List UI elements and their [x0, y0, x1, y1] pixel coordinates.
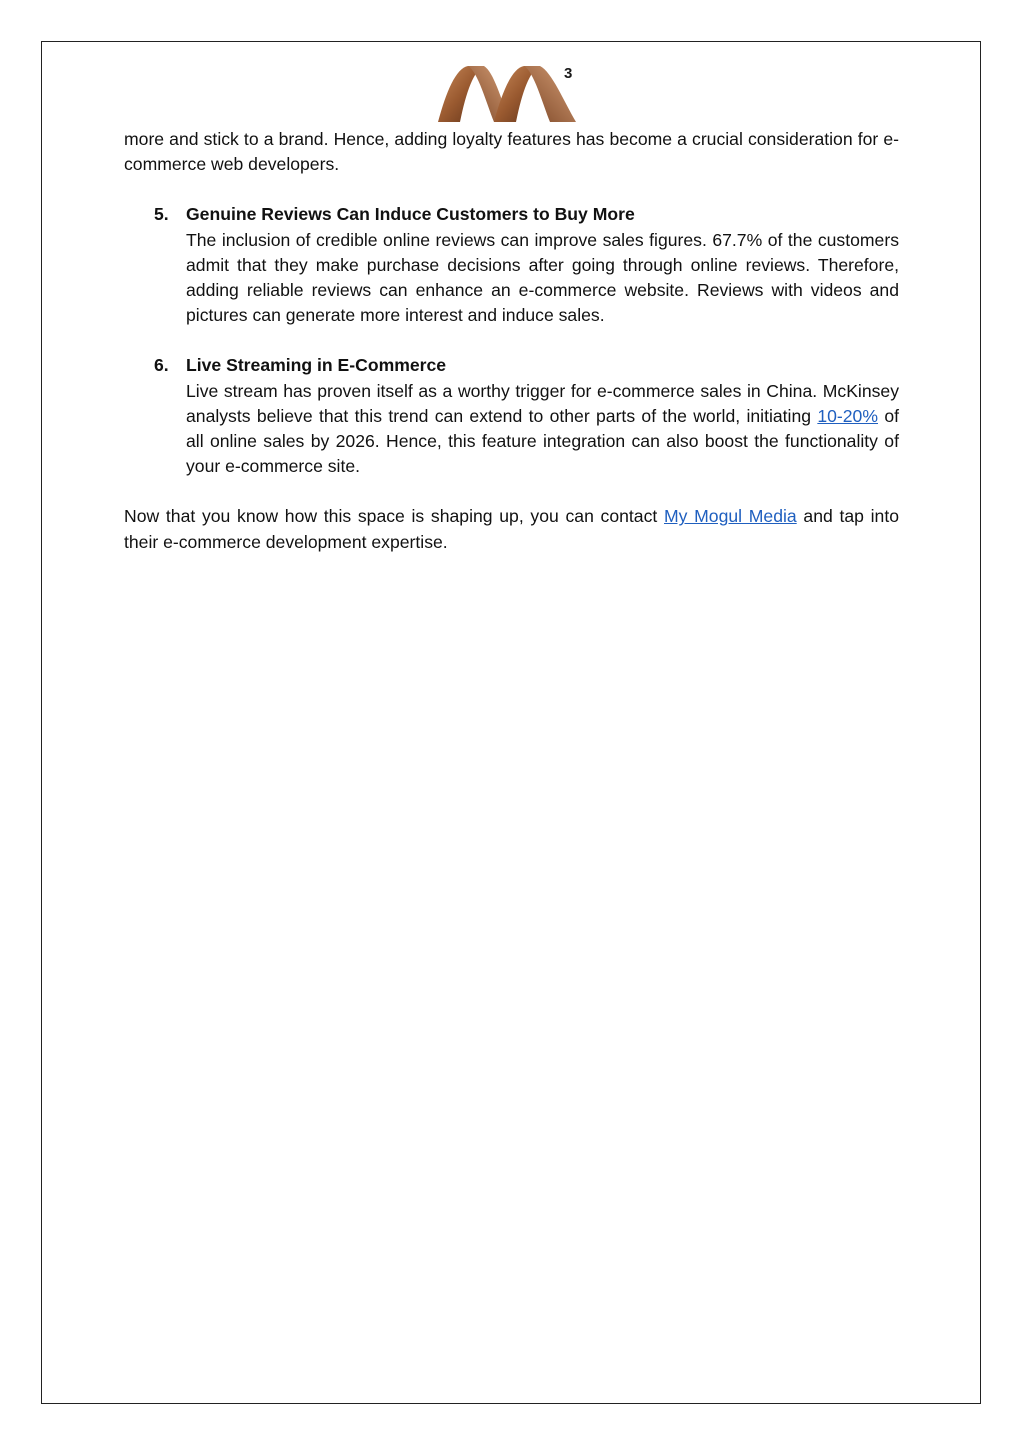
list-item-5 — [154, 202, 899, 328]
list-heading: Live Streaming in E-Commerce — [186, 355, 447, 376]
intro-continuation: more and stick to a brand. Hence, adding loyalty features has become a crucial consideration for e-commerce web developers. — [124, 129, 899, 175]
my-mogul-media-link[interactable]: My Mogul Media — [664, 506, 797, 527]
document-body — [124, 127, 899, 555]
body-text: Live stream has proven itself as a worthy trigger for e-commerce sales in China. McKinsey analysts believe that this trend can extend to other parts of the world, initiating — [186, 380, 899, 426]
body-text: of all online sales by 2026. Hence, this feature integration can also boost the functionality of your e-commerce site. — [186, 405, 899, 477]
list-body — [186, 379, 899, 480]
logo-superscript: 3 — [564, 65, 573, 82]
list-number: 6. — [154, 355, 169, 376]
closing-paragraph — [124, 504, 899, 554]
closing-text: Now that you know how this space is shaping up, you can contact — [124, 506, 664, 527]
company-logo — [436, 62, 582, 126]
m3-logo-icon — [436, 62, 582, 126]
statistic-link[interactable]: 10-20% — [817, 405, 878, 426]
list-body: The inclusion of credible online reviews can improve sales figures. 67.7% of the customers admit that they make purchase decisions after going through online reviews. Therefore, adding reliable reviews can enhance an e-commerce website. Reviews with videos and pictures can generate more interest and induce sales. — [186, 229, 899, 326]
list-item-6 — [154, 353, 899, 479]
closing-text: and tap into their e-commerce development expertise. — [124, 506, 899, 552]
list-heading: Genuine Reviews Can Induce Customers to Buy More — [186, 204, 635, 225]
list-number: 5. — [154, 204, 169, 225]
